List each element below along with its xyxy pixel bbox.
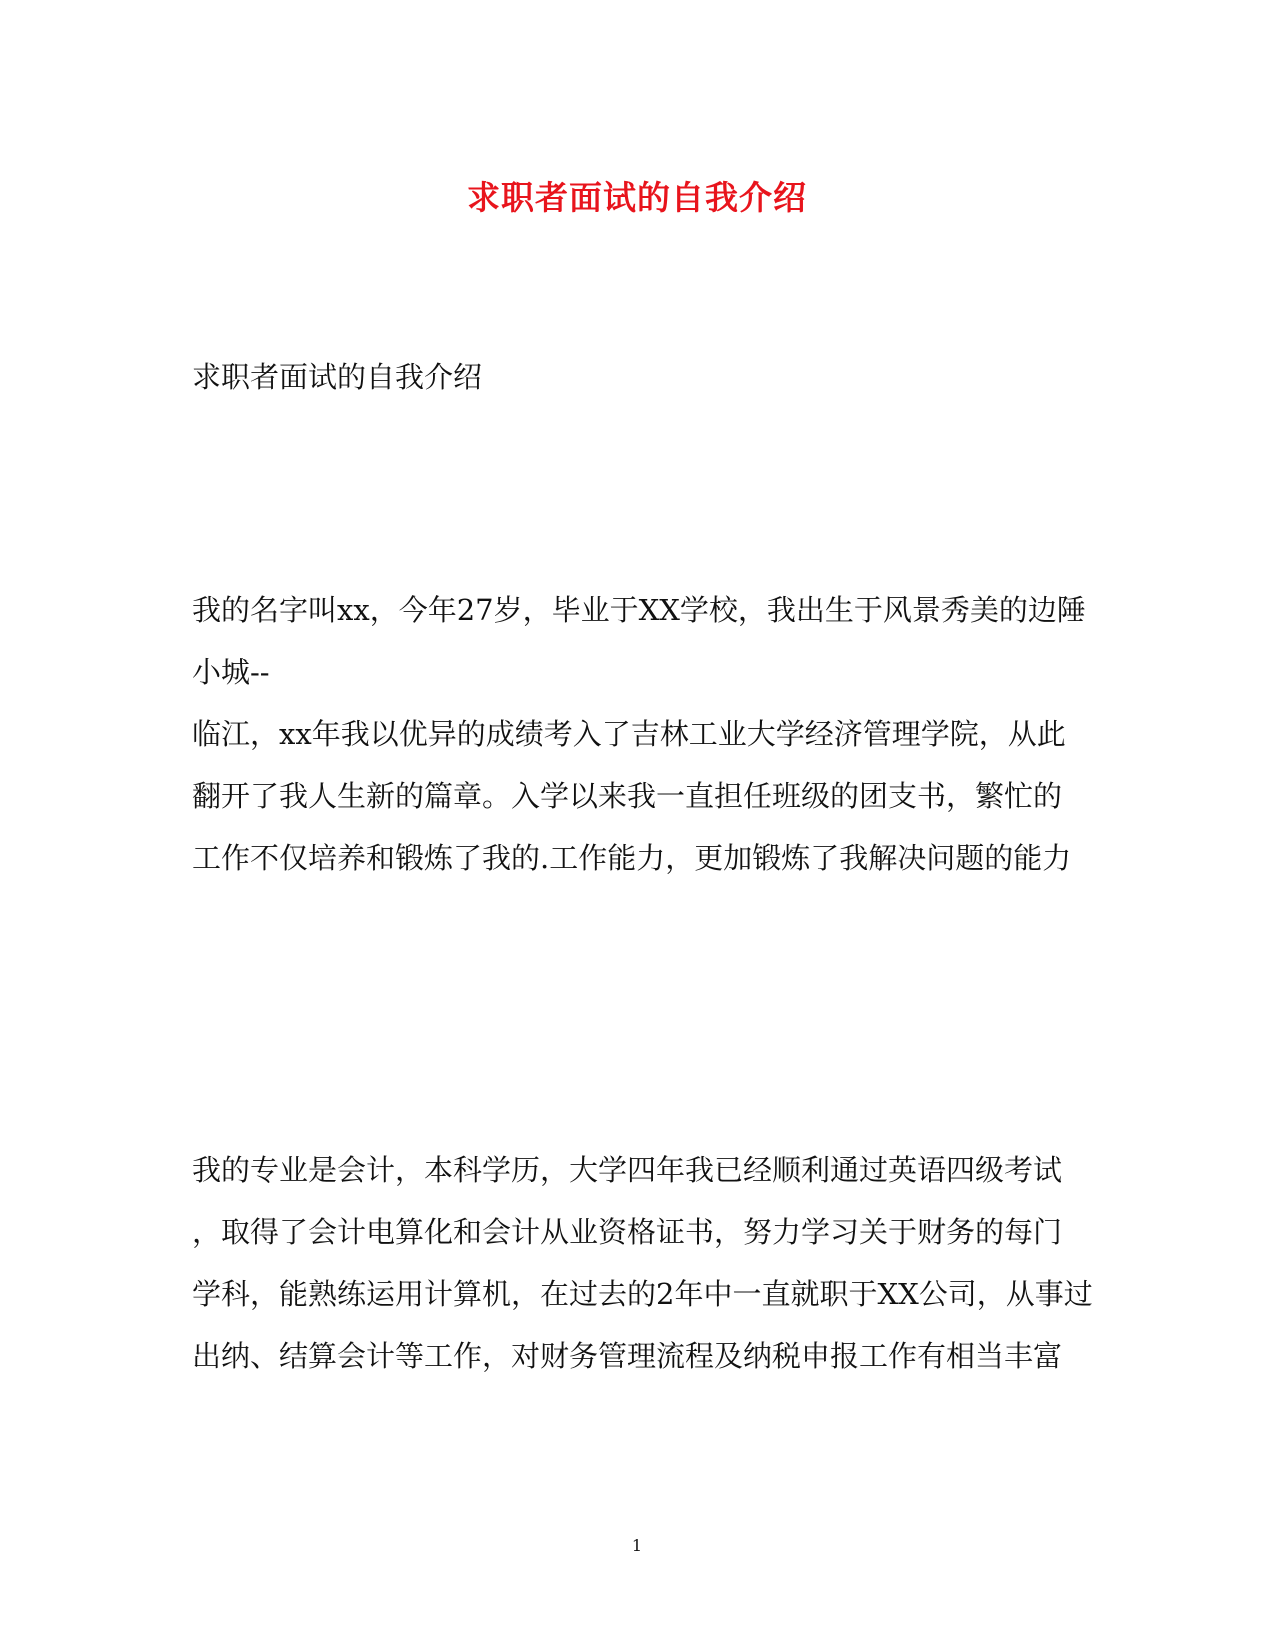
paragraph-line: ，取得了会计电算化和会计从业资格证书，努力学习关于财务的每门 (192, 1215, 1063, 1249)
paragraph-line: 出纳、结算会计等工作，对财务管理流程及纳税申报工作有相当丰富 (192, 1339, 1063, 1373)
paragraph-line: 临江，xx年我以优异的成绩考入了吉林工业大学经济管理学院，从此 (192, 717, 1066, 751)
paragraph-line: 我的专业是会计，本科学历，大学四年我已经顺利通过英语四级考试 (192, 1153, 1063, 1187)
page-number: 1 (631, 1536, 643, 1555)
paragraph-line: 小城-- (192, 655, 270, 689)
document-title: 求职者面试的自我介绍 (467, 178, 807, 217)
paragraph-line: 我的名字叫xx，今年27岁，毕业于XX学校，我出生于风景秀美的边陲 (192, 593, 1086, 627)
paragraph-line: 工作不仅培养和锻炼了我的.工作能力，更加锻炼了我解决问题的能力 (192, 841, 1072, 875)
document-subtitle: 求职者面试的自我介绍 (192, 360, 483, 394)
paragraph-line: 翻开了我人生新的篇章。入学以来我一直担任班级的团支书，繁忙的 (192, 779, 1063, 813)
paragraph-line: 学科，能熟练运用计算机，在过去的2年中一直就职于XX公司，从事过 (192, 1277, 1093, 1311)
